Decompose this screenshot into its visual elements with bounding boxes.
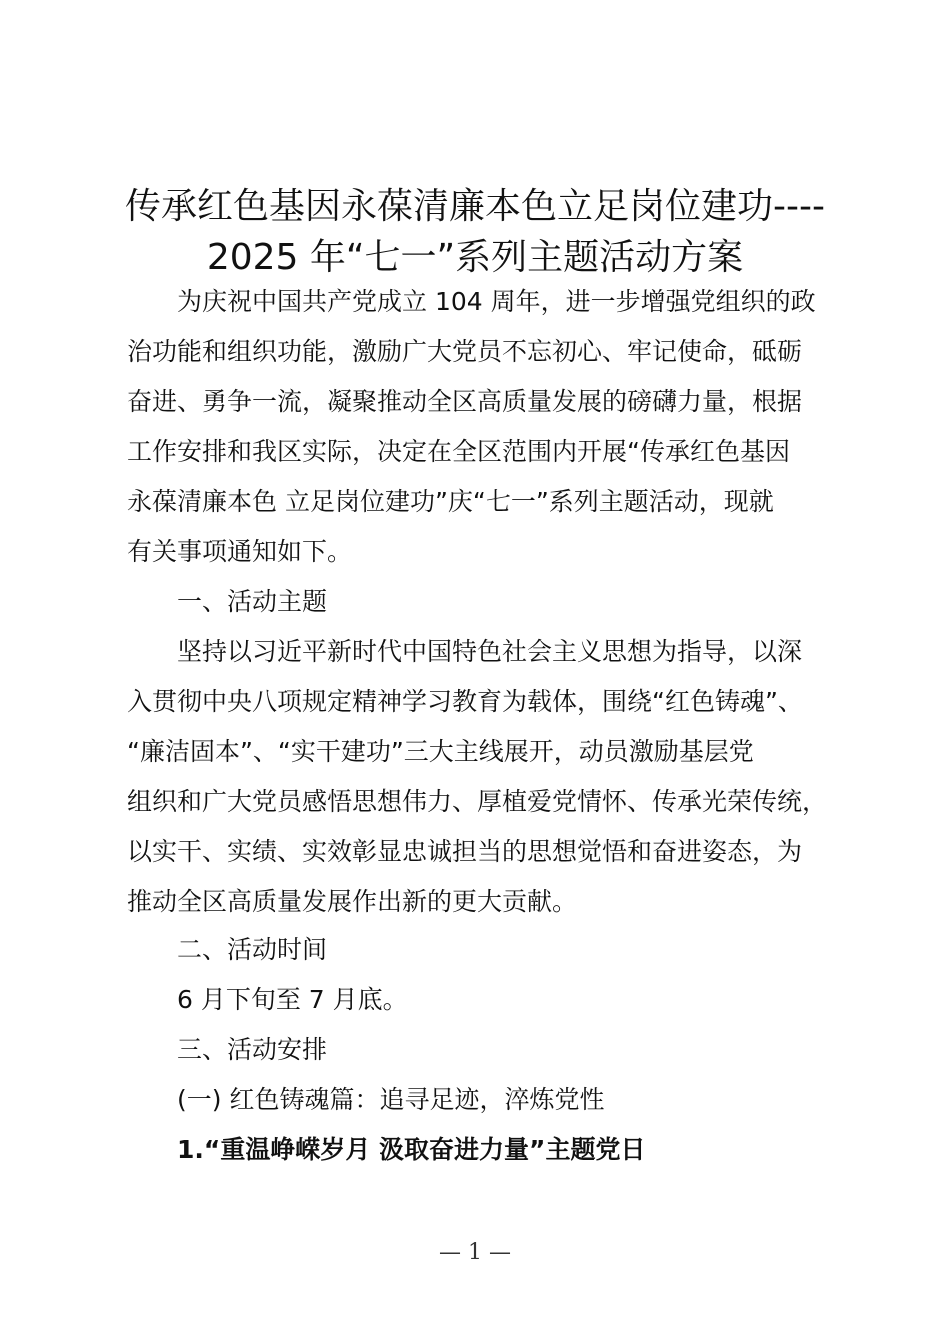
- section-heading-arrangement: 三、活动安排: [127, 1035, 328, 1064]
- body-line: 有关事项通知如下。: [127, 537, 353, 566]
- document-title-line-2: 2025 年“七一”系列主题活动方案: [206, 237, 744, 278]
- document-title-line-1: 传承红色基因永葆清廉本色立足岗位建功----: [125, 186, 825, 227]
- body-line: 推动全区高质量发展作出新的更大贡献。: [127, 887, 578, 916]
- section-heading-time: 二、活动时间: [127, 935, 328, 964]
- section-heading-theme: 一、活动主题: [127, 587, 328, 616]
- page-number: — 1 —: [439, 1240, 511, 1265]
- body-line: “廉洁固本”、“实干建功”三大主线展开，动员激励基层党: [127, 737, 754, 766]
- body-line: 坚持以习近平新时代中国特色社会主义思想为指导，以深: [127, 637, 803, 666]
- subsection-heading: (一) 红色铸魂篇：追寻足迹，淬炼党性: [127, 1085, 605, 1114]
- body-line: 为庆祝中国共产党成立 104 周年，进一步增强党组织的政: [127, 287, 816, 316]
- body-line: 治功能和组织功能，激励广大党员不忘初心、牢记使命，砥砺: [127, 337, 803, 366]
- item-heading: 1.“重温峥嵘岁月 汲取奋进力量”主题党日: [127, 1135, 646, 1164]
- body-line: 工作安排和我区实际，决定在全区范围内开展“传承红色基因: [127, 437, 790, 466]
- body-line: 永葆清廉本色 立足岗位建功”庆“七一”系列主题活动，现就: [127, 487, 774, 516]
- body-line: 6 月下旬至 7 月底。: [127, 985, 408, 1014]
- body-line: 组织和广大党员感悟思想伟力、厚植爱党情怀、传承光荣传统，: [127, 787, 828, 816]
- body-line: 入贯彻中央八项规定精神学习教育为载体，围绕“红色铸魂”、: [127, 687, 803, 716]
- body-line: 奋进、勇争一流，凝聚推动全区高质量发展的磅礴力量，根据: [127, 387, 803, 416]
- body-line: 以实干、实绩、实效彰显忠诚担当的思想觉悟和奋进姿态，为: [127, 837, 803, 866]
